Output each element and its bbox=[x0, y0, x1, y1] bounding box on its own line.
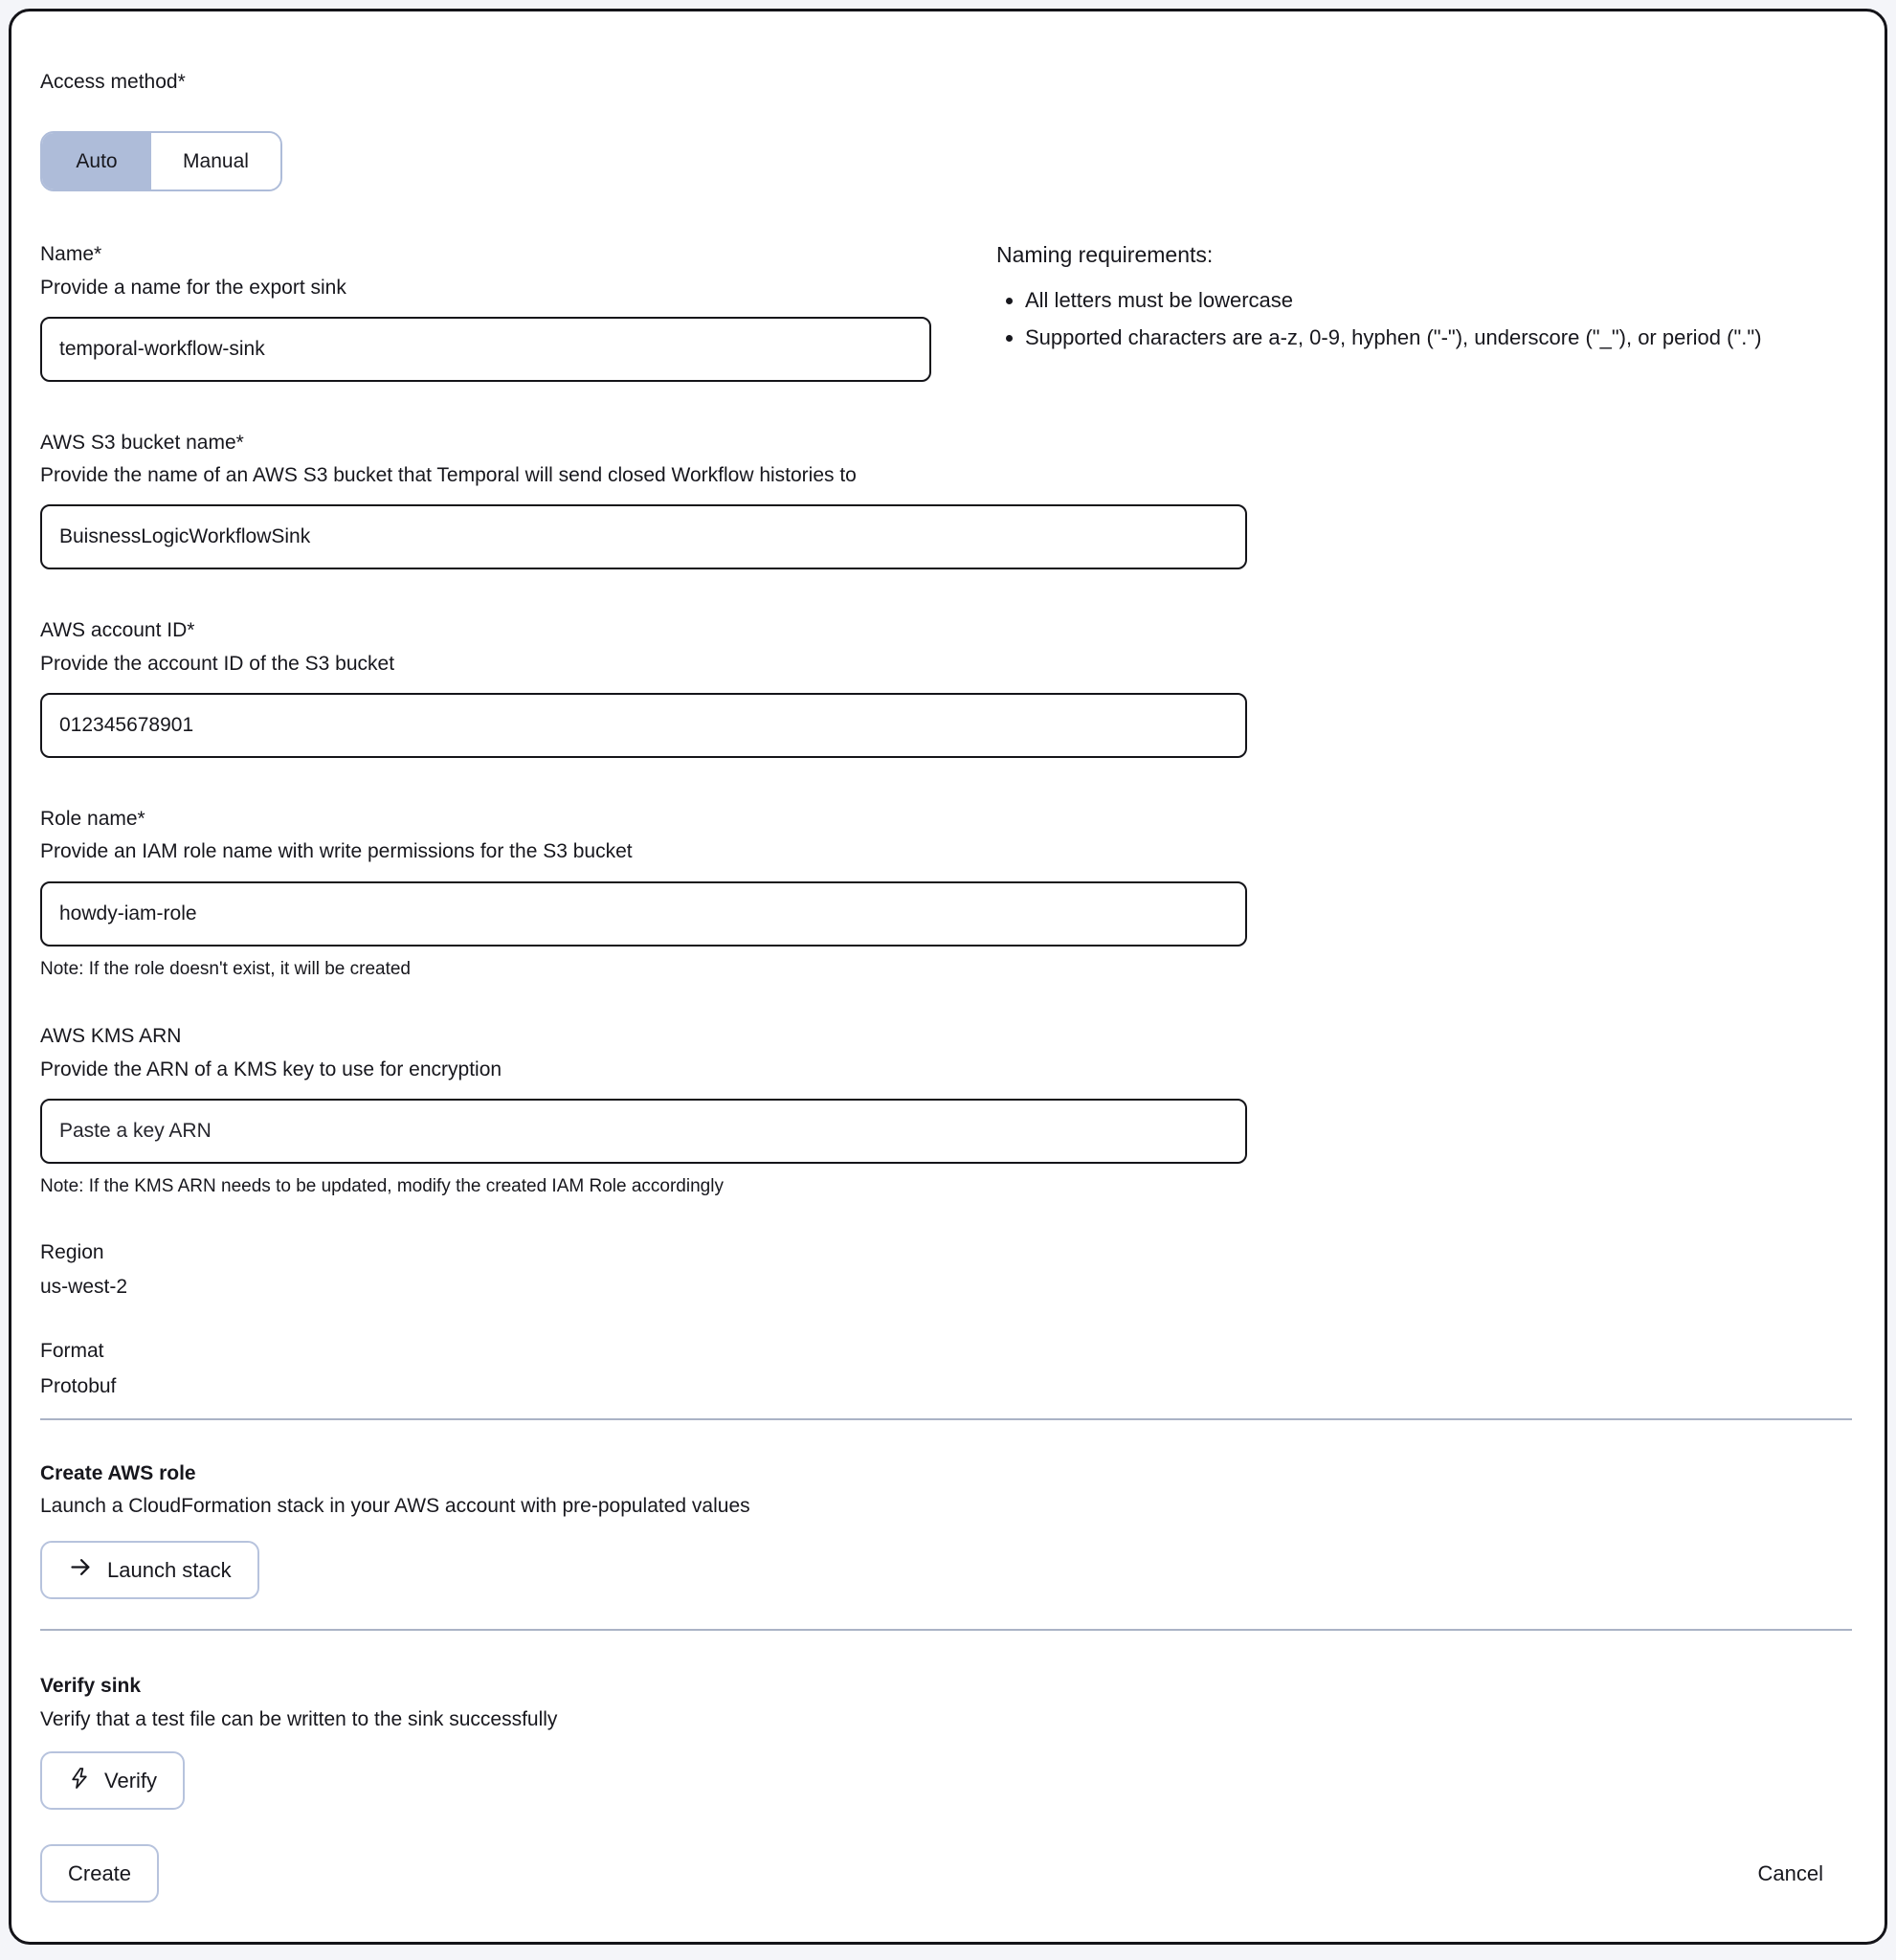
kms-field-group bbox=[40, 1023, 1852, 1198]
export-sink-form-panel bbox=[9, 9, 1887, 1945]
create-role-title: Create AWS role bbox=[40, 1461, 196, 1484]
account-input[interactable] bbox=[40, 693, 1247, 758]
region-value: us-west-2 bbox=[40, 1275, 128, 1298]
access-method-toggle bbox=[40, 131, 282, 191]
verify-button[interactable] bbox=[40, 1751, 185, 1810]
form-footer bbox=[40, 1844, 1852, 1903]
verify-sink-description: Verify that a test file can be written to the sink successfully bbox=[40, 1707, 558, 1730]
divider bbox=[40, 1629, 1852, 1631]
cancel-button[interactable]: Cancel bbox=[1757, 1860, 1823, 1885]
naming-requirements-title: Naming requirements: bbox=[996, 242, 1214, 268]
region-group bbox=[40, 1239, 1852, 1301]
role-field-group bbox=[40, 806, 1852, 981]
create-role-description: Launch a CloudFormation stack in your AWS account with pre-populated values bbox=[40, 1495, 750, 1518]
create-button-label: Create bbox=[68, 1860, 132, 1885]
kms-input[interactable] bbox=[40, 1099, 1247, 1164]
naming-requirements bbox=[996, 241, 1852, 382]
verify-button-label: Verify bbox=[104, 1768, 158, 1793]
create-role-section bbox=[40, 1460, 1852, 1600]
access-method-label: Access method* bbox=[40, 71, 186, 93]
kms-label: AWS KMS ARN bbox=[40, 1025, 182, 1048]
region-label: Region bbox=[40, 1240, 104, 1263]
lightning-icon bbox=[68, 1766, 91, 1796]
role-label: Role name* bbox=[40, 808, 145, 831]
access-method-manual-option[interactable]: Manual bbox=[151, 133, 280, 189]
name-label: Name* bbox=[40, 243, 102, 266]
role-note: Note: If the role doesn't exist, it will be created bbox=[40, 958, 411, 979]
role-description: Provide an IAM role name with write permissions for the S3 bucket bbox=[40, 840, 633, 863]
format-group bbox=[40, 1338, 1852, 1399]
name-description: Provide a name for the export sink bbox=[40, 276, 346, 299]
kms-note: Note: If the KMS ARN needs to be updated, modify the created IAM Role accordingly bbox=[40, 1175, 724, 1196]
access-method-auto-option[interactable]: Auto bbox=[42, 133, 151, 189]
divider bbox=[40, 1418, 1852, 1420]
role-input[interactable] bbox=[40, 881, 1247, 947]
format-value: Protobuf bbox=[40, 1374, 117, 1397]
naming-requirements-list bbox=[996, 285, 1852, 352]
bucket-field-group bbox=[40, 430, 1852, 570]
verify-sink-title: Verify sink bbox=[40, 1675, 142, 1698]
account-label: AWS account ID* bbox=[40, 619, 195, 642]
naming-requirement-item: • All letters must be lowercase bbox=[1025, 285, 1852, 315]
bucket-input[interactable] bbox=[40, 504, 1247, 569]
arrow-right-icon bbox=[68, 1554, 94, 1586]
launch-stack-button-label: Launch stack bbox=[107, 1557, 232, 1582]
kms-description: Provide the ARN of a KMS key to use for encryption bbox=[40, 1058, 502, 1080]
naming-requirement-item: • Supported characters are a-z, 0-9, hyphen ("-"), underscore ("_"), or period (".") bbox=[1025, 323, 1852, 352]
bucket-description: Provide the name of an AWS S3 bucket that Temporal will send closed Workflow histories to bbox=[40, 464, 857, 487]
verify-section bbox=[40, 1673, 1852, 1810]
account-field-group bbox=[40, 617, 1852, 758]
bucket-label: AWS S3 bucket name* bbox=[40, 431, 244, 454]
account-description: Provide the account ID of the S3 bucket bbox=[40, 652, 395, 675]
name-field-group bbox=[40, 241, 931, 382]
launch-stack-button[interactable] bbox=[40, 1541, 259, 1599]
format-label: Format bbox=[40, 1340, 104, 1363]
name-input[interactable] bbox=[40, 317, 931, 382]
create-button[interactable] bbox=[40, 1844, 159, 1903]
